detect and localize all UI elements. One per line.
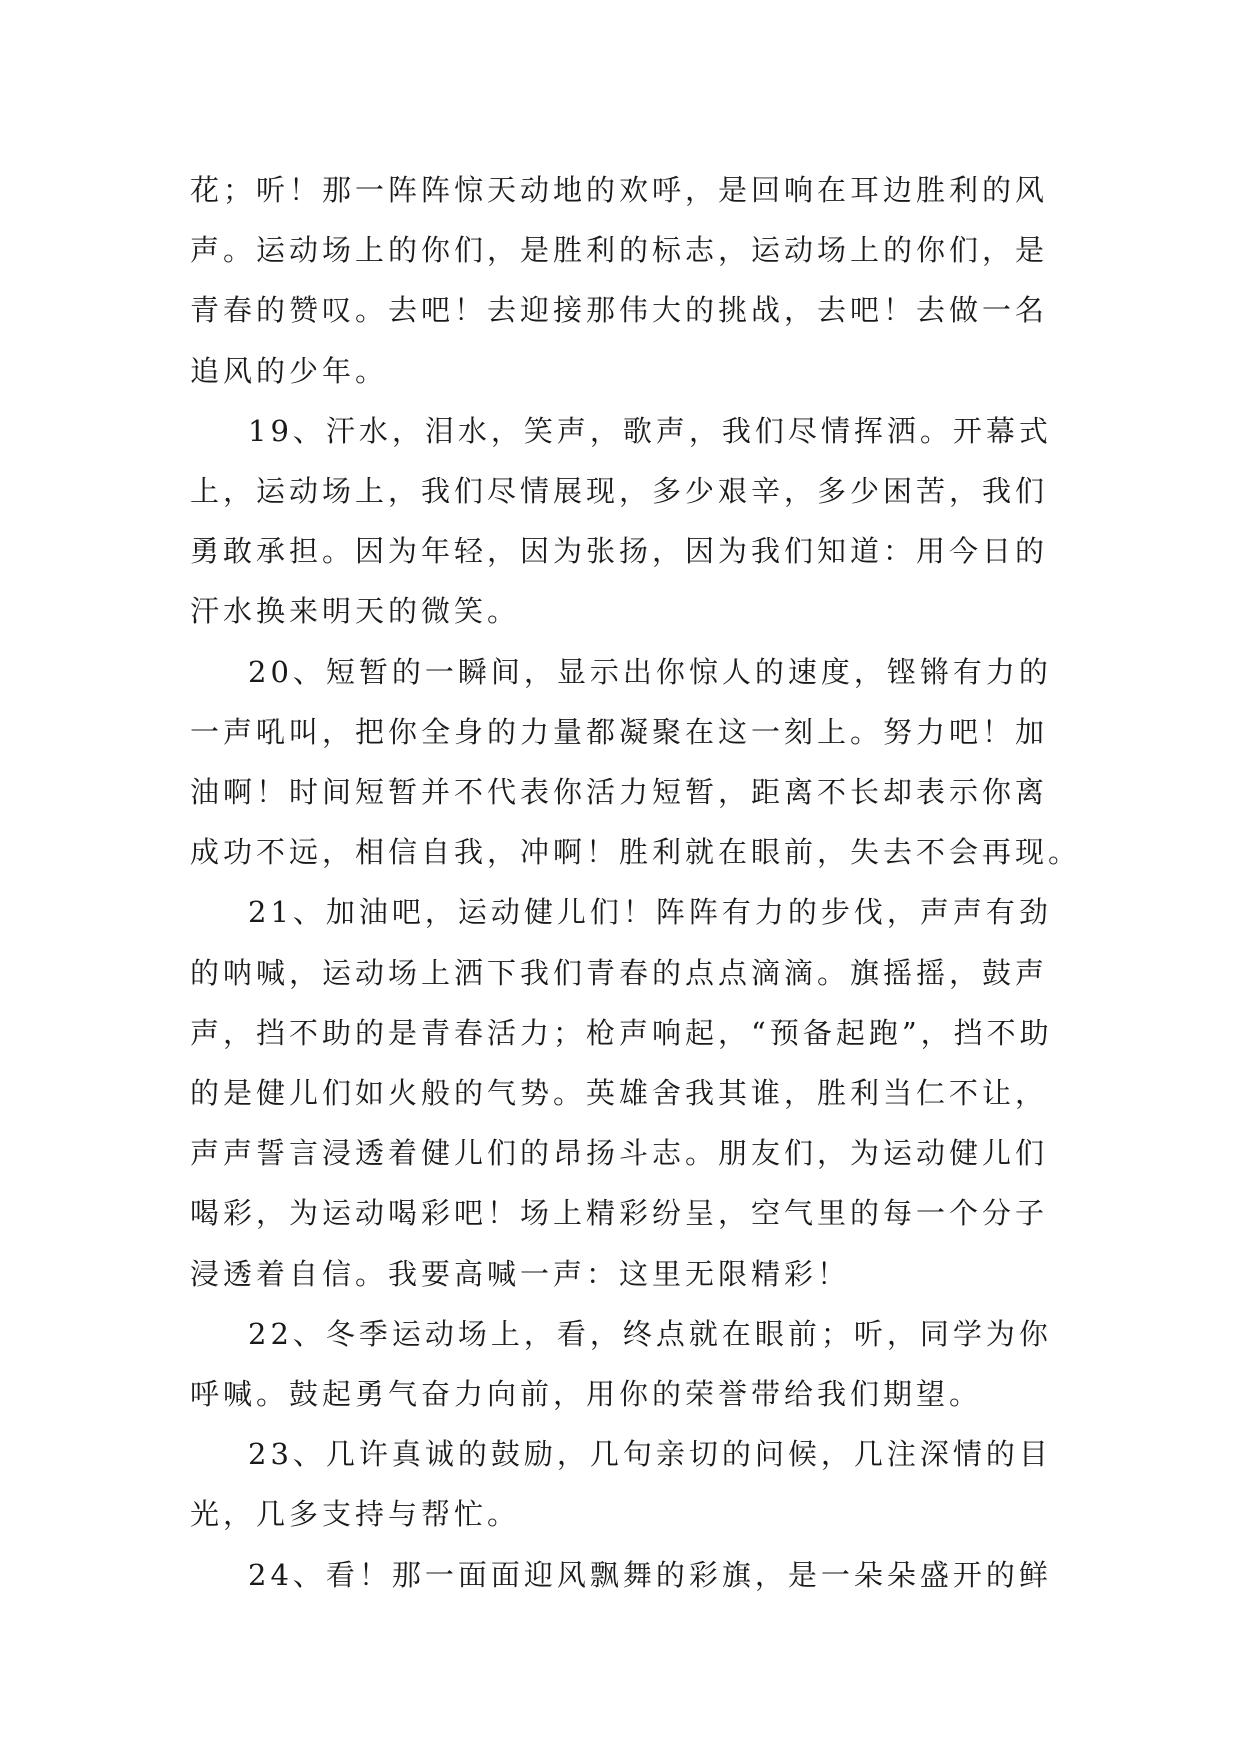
text-line: 花；听！那一阵阵惊天动地的欢呼，是回响在耳边胜利的风 — [190, 173, 1049, 207]
text-line: 光，几多支持与帮忙。 — [190, 1497, 521, 1532]
paragraph-21 — [190, 882, 1053, 1303]
text-line: 22、冬季运动场上，看，终点就在眼前；听，同学为你 — [248, 1316, 1052, 1351]
text-line: 声。运动场上的你们，是胜利的标志，运动场上的你们，是 — [190, 233, 1049, 268]
text-line: 汗水换来明天的微笑。 — [190, 594, 521, 629]
text-line: 20、短暂的一瞬间，显示出你惊人的速度，铿锵有力的 — [248, 654, 1052, 689]
text-line: 的是健儿们如火般的气势。英雄舍我其谁，胜利当仁不让， — [190, 1076, 1049, 1111]
text-line: 19、汗水，泪水，笑声，歌声，我们尽情挥洒。开幕式 — [248, 413, 1052, 448]
text-line: 上，运动场上，我们尽情展现，多少艰辛，多少困苦，我们 — [190, 474, 1049, 509]
text-line: 追风的少年。 — [190, 353, 389, 388]
text-line: 浸透着自信。我要高喊一声：这里无限精彩！ — [190, 1256, 851, 1291]
text-line: 24、看！那一面面迎风飘舞的彩旗，是一朵朵盛开的鲜 — [248, 1557, 1052, 1592]
text-line: 一声吼叫，把你全身的力量都凝聚在这一刻上。努力吧！加 — [190, 714, 1049, 749]
text-line: 23、几许真诚的鼓励，几句亲切的问候，几注深情的目 — [248, 1437, 1052, 1472]
paragraph-20 — [190, 642, 1082, 883]
text-line: 呼喊。鼓起勇气奋力向前，用你的荣誉带给我们期望。 — [190, 1377, 983, 1412]
text-line: 声，挡不助的是青春活力；枪声响起，“预备起跑”，挡不助 — [190, 1015, 1053, 1050]
document-body — [190, 160, 1082, 1605]
paragraph-19 — [190, 401, 1050, 642]
paragraph-23 — [190, 1424, 1050, 1544]
text-line: 21、加油吧，运动健儿们！阵阵有力的步伐，声声有劲 — [248, 895, 1052, 930]
text-line: 成功不远，相信自我，冲啊！胜利就在眼前，失去不会再现。 — [190, 835, 1082, 870]
paragraph-22 — [190, 1304, 1050, 1424]
text-line: 油啊！时间短暂并不代表你活力短暂，距离不长却表示你离 — [190, 775, 1049, 810]
text-line: 青春的赞叹。去吧！去迎接那伟大的挑战，去吧！去做一名 — [190, 293, 1049, 328]
text-line: 声声誓言浸透着健儿们的昂扬斗志。朋友们，为运动健儿们 — [190, 1136, 1049, 1171]
text-line: 勇敢承担。因为年轻，因为张扬，因为我们知道：用今日的 — [190, 534, 1049, 569]
paragraph-24 — [190, 1545, 1050, 1605]
text-line: 喝彩，为运动喝彩吧！场上精彩纷呈，空气里的每一个分子 — [190, 1196, 1049, 1231]
paragraph-continued — [190, 160, 1050, 401]
text-line: 的呐喊，运动场上洒下我们青春的点点滴滴。旗摇摇，鼓声 — [190, 955, 1049, 990]
